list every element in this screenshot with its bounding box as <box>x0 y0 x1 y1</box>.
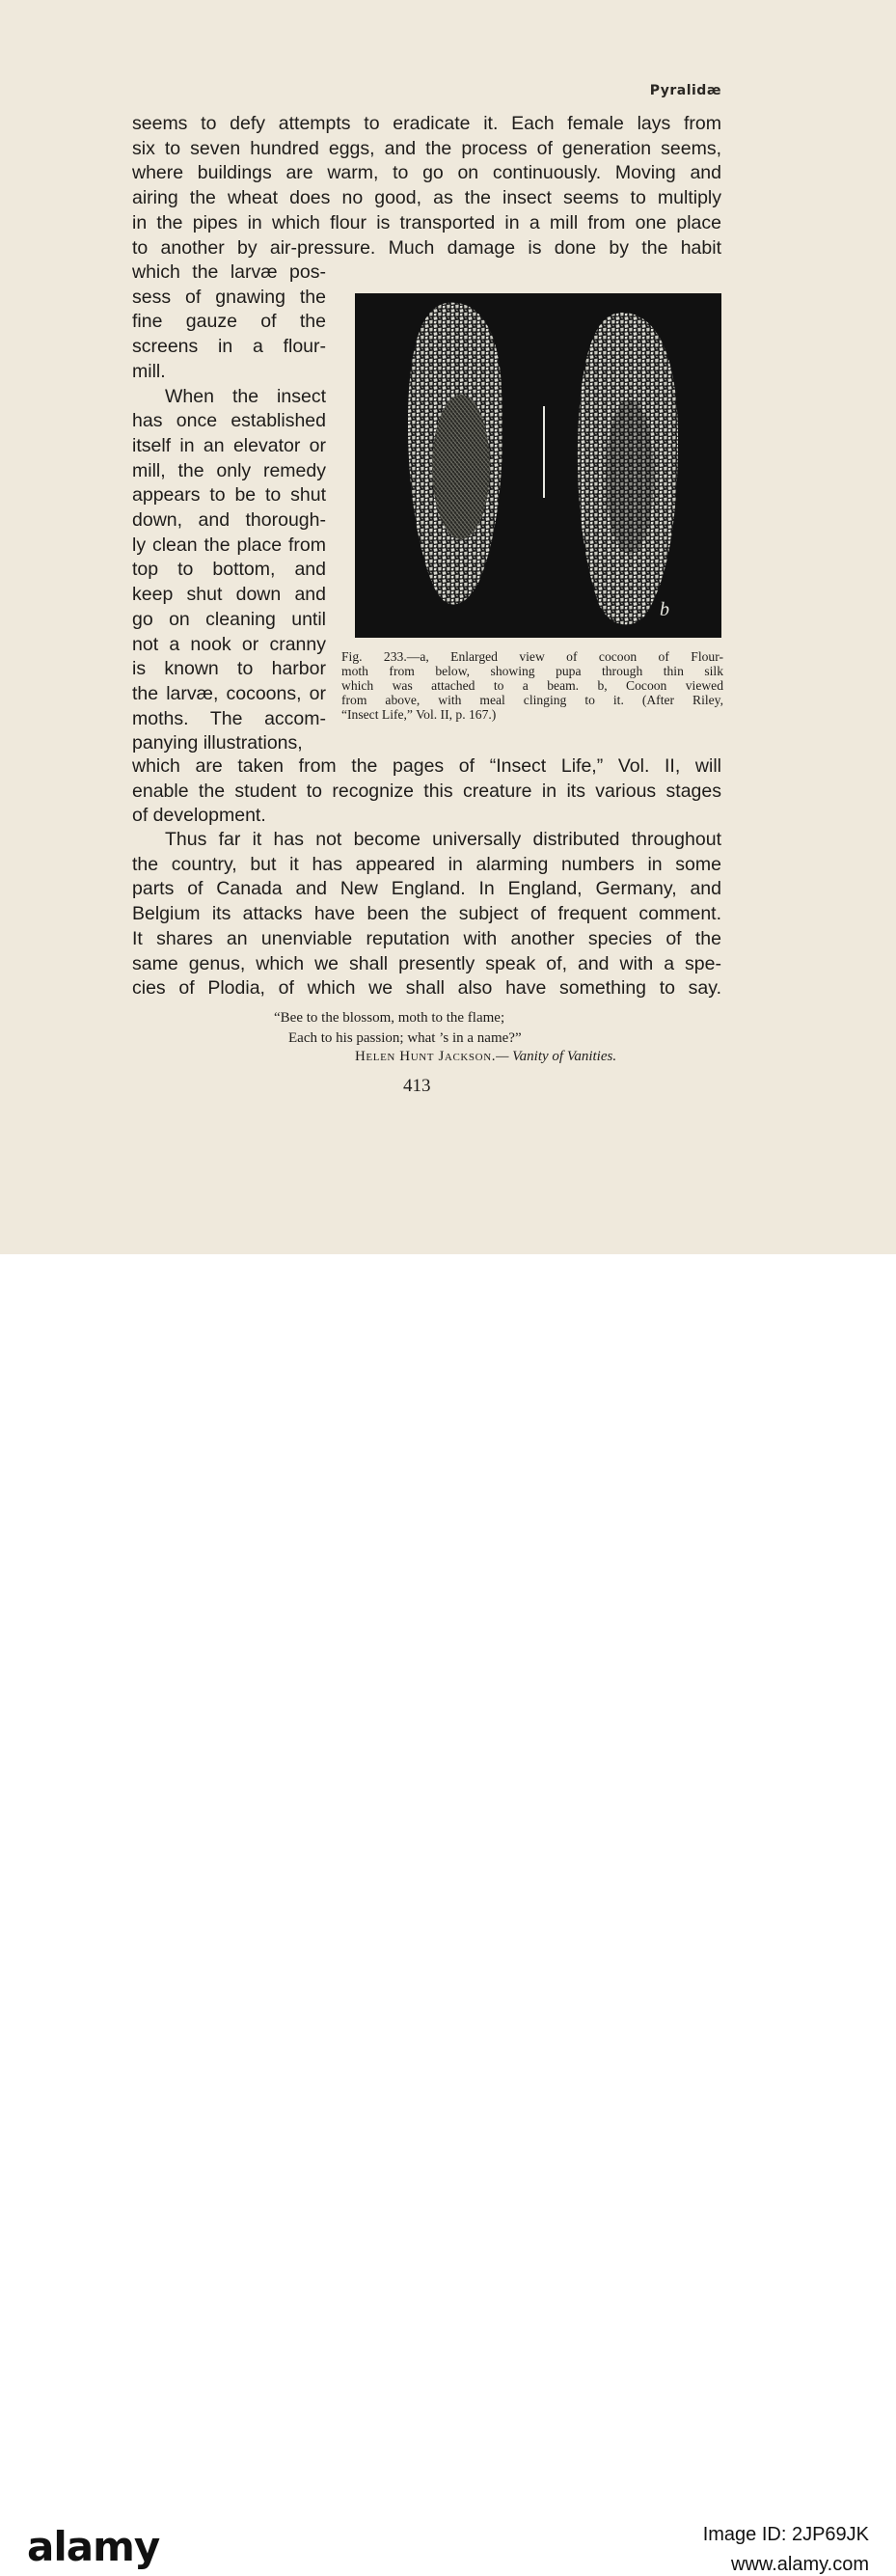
text-line: screens in a flour- <box>132 336 326 358</box>
text-line: same genus, which we shall presently speak of, and with a spe- <box>132 952 721 974</box>
caption-line: from above, with meal clinging to it. (After Riley, <box>341 693 723 707</box>
text-line: seems to defy attempts to eradicate it. Each female lays from <box>132 113 721 134</box>
text-line: top to bottom, and <box>132 559 326 581</box>
cocoon-b-shade <box>606 399 654 554</box>
brand-logo: alamy <box>27 2523 160 2570</box>
image-id: Image ID: 2JP69JK <box>702 2524 869 2545</box>
paragraph-3 <box>132 828 721 1001</box>
text-line: When the insect <box>165 385 326 407</box>
text-line: has once established <box>132 410 326 432</box>
pupa <box>432 395 490 539</box>
text-line: six to seven hundred eggs, and the process of generation seems, <box>132 137 721 159</box>
text-line: not a nook or cranny <box>132 633 326 655</box>
text-line: mill, the only remedy <box>132 459 326 481</box>
image-info <box>703 2524 869 2576</box>
text-line: moths. The accom- <box>132 707 326 729</box>
attribution-name: Helen Hunt Jackson. <box>355 1049 497 1064</box>
text-line: airing the wheat does no good, as the insect seems to multiply <box>132 187 721 209</box>
text-line: of development. <box>132 805 266 827</box>
text-line: Thus far it has not become universally distributed throughout <box>165 829 721 850</box>
epigraph-line-2: Each to his passion; what ’s in a name?” <box>288 1030 522 1046</box>
text-line: ly clean the place from <box>132 534 326 556</box>
text-line: cies of Plodia, of which we shall also have something to say. <box>132 977 721 1000</box>
text-line: the larvæ, cocoons, or <box>132 682 326 704</box>
text-line: It shares an unenviable reputation with another species of the <box>132 927 721 949</box>
page-number: 413 <box>403 1076 431 1096</box>
stock-footer <box>0 1254 896 2575</box>
caption-line: “Insect Life,” Vol. II, p. 167.) <box>341 707 497 722</box>
text-line: the country, but it has appeared in alarming numbers in some <box>132 853 721 875</box>
figure-label-b: b <box>660 599 669 620</box>
cocoon-engraving-figure <box>355 293 721 638</box>
text-line: sess of gnawing the <box>132 286 326 308</box>
text-line: keep shut down and <box>132 584 326 606</box>
text-line: fine gauze of the <box>132 311 326 333</box>
text-line: itself in an elevator or <box>132 434 326 456</box>
text-line: which the larvæ pos- <box>132 261 326 283</box>
caption-line: Fig. 233.—a, Enlarged view of cocoon of Flour- <box>341 649 723 664</box>
site-url: www.alamy.com <box>731 2554 869 2575</box>
text-line: enable the student to recognize this creature in its various stages <box>132 780 721 802</box>
text-line: go on cleaning until <box>132 608 326 630</box>
text-line: where buildings are warm, to go on continuously. Moving and <box>132 162 721 184</box>
text-line: mill. <box>132 360 166 382</box>
attribution-work: — Vanity of Vanities. <box>496 1049 617 1064</box>
text-line: parts of Canada and New England. In England, Germany, and <box>132 878 721 900</box>
caption-line: which was attached to a beam. b, Cocoon viewed <box>341 678 723 693</box>
book-page <box>0 0 896 1254</box>
paragraph-2 <box>132 754 721 829</box>
caption-line: moth from below, showing pupa through thin silk <box>341 664 723 678</box>
running-head: Pyralidæ <box>649 83 721 98</box>
text-line: to another by air-pressure. Much damage is done by the habit <box>132 236 721 259</box>
text-line: which are taken from the pages of “Insect Life,” Vol. II, will <box>132 755 721 777</box>
text-line: is known to harbor <box>132 658 326 680</box>
text-line: panying illustrations, <box>132 732 303 754</box>
text-line: appears to be to shut <box>132 484 326 507</box>
epigraph-attribution <box>355 1049 702 1065</box>
epigraph-line-1: “Bee to the blossom, moth to the flame; <box>274 1010 505 1026</box>
text-line: in the pipes in which flour is transported in a mill from one place <box>132 211 721 233</box>
text-line: down, and thorough- <box>132 509 326 532</box>
paragraph-1 <box>132 112 721 260</box>
wrapped-text-column <box>132 260 326 756</box>
figure-caption <box>341 649 723 722</box>
text-line: Belgium its attacks have been the subject of frequent comment. <box>132 903 721 925</box>
